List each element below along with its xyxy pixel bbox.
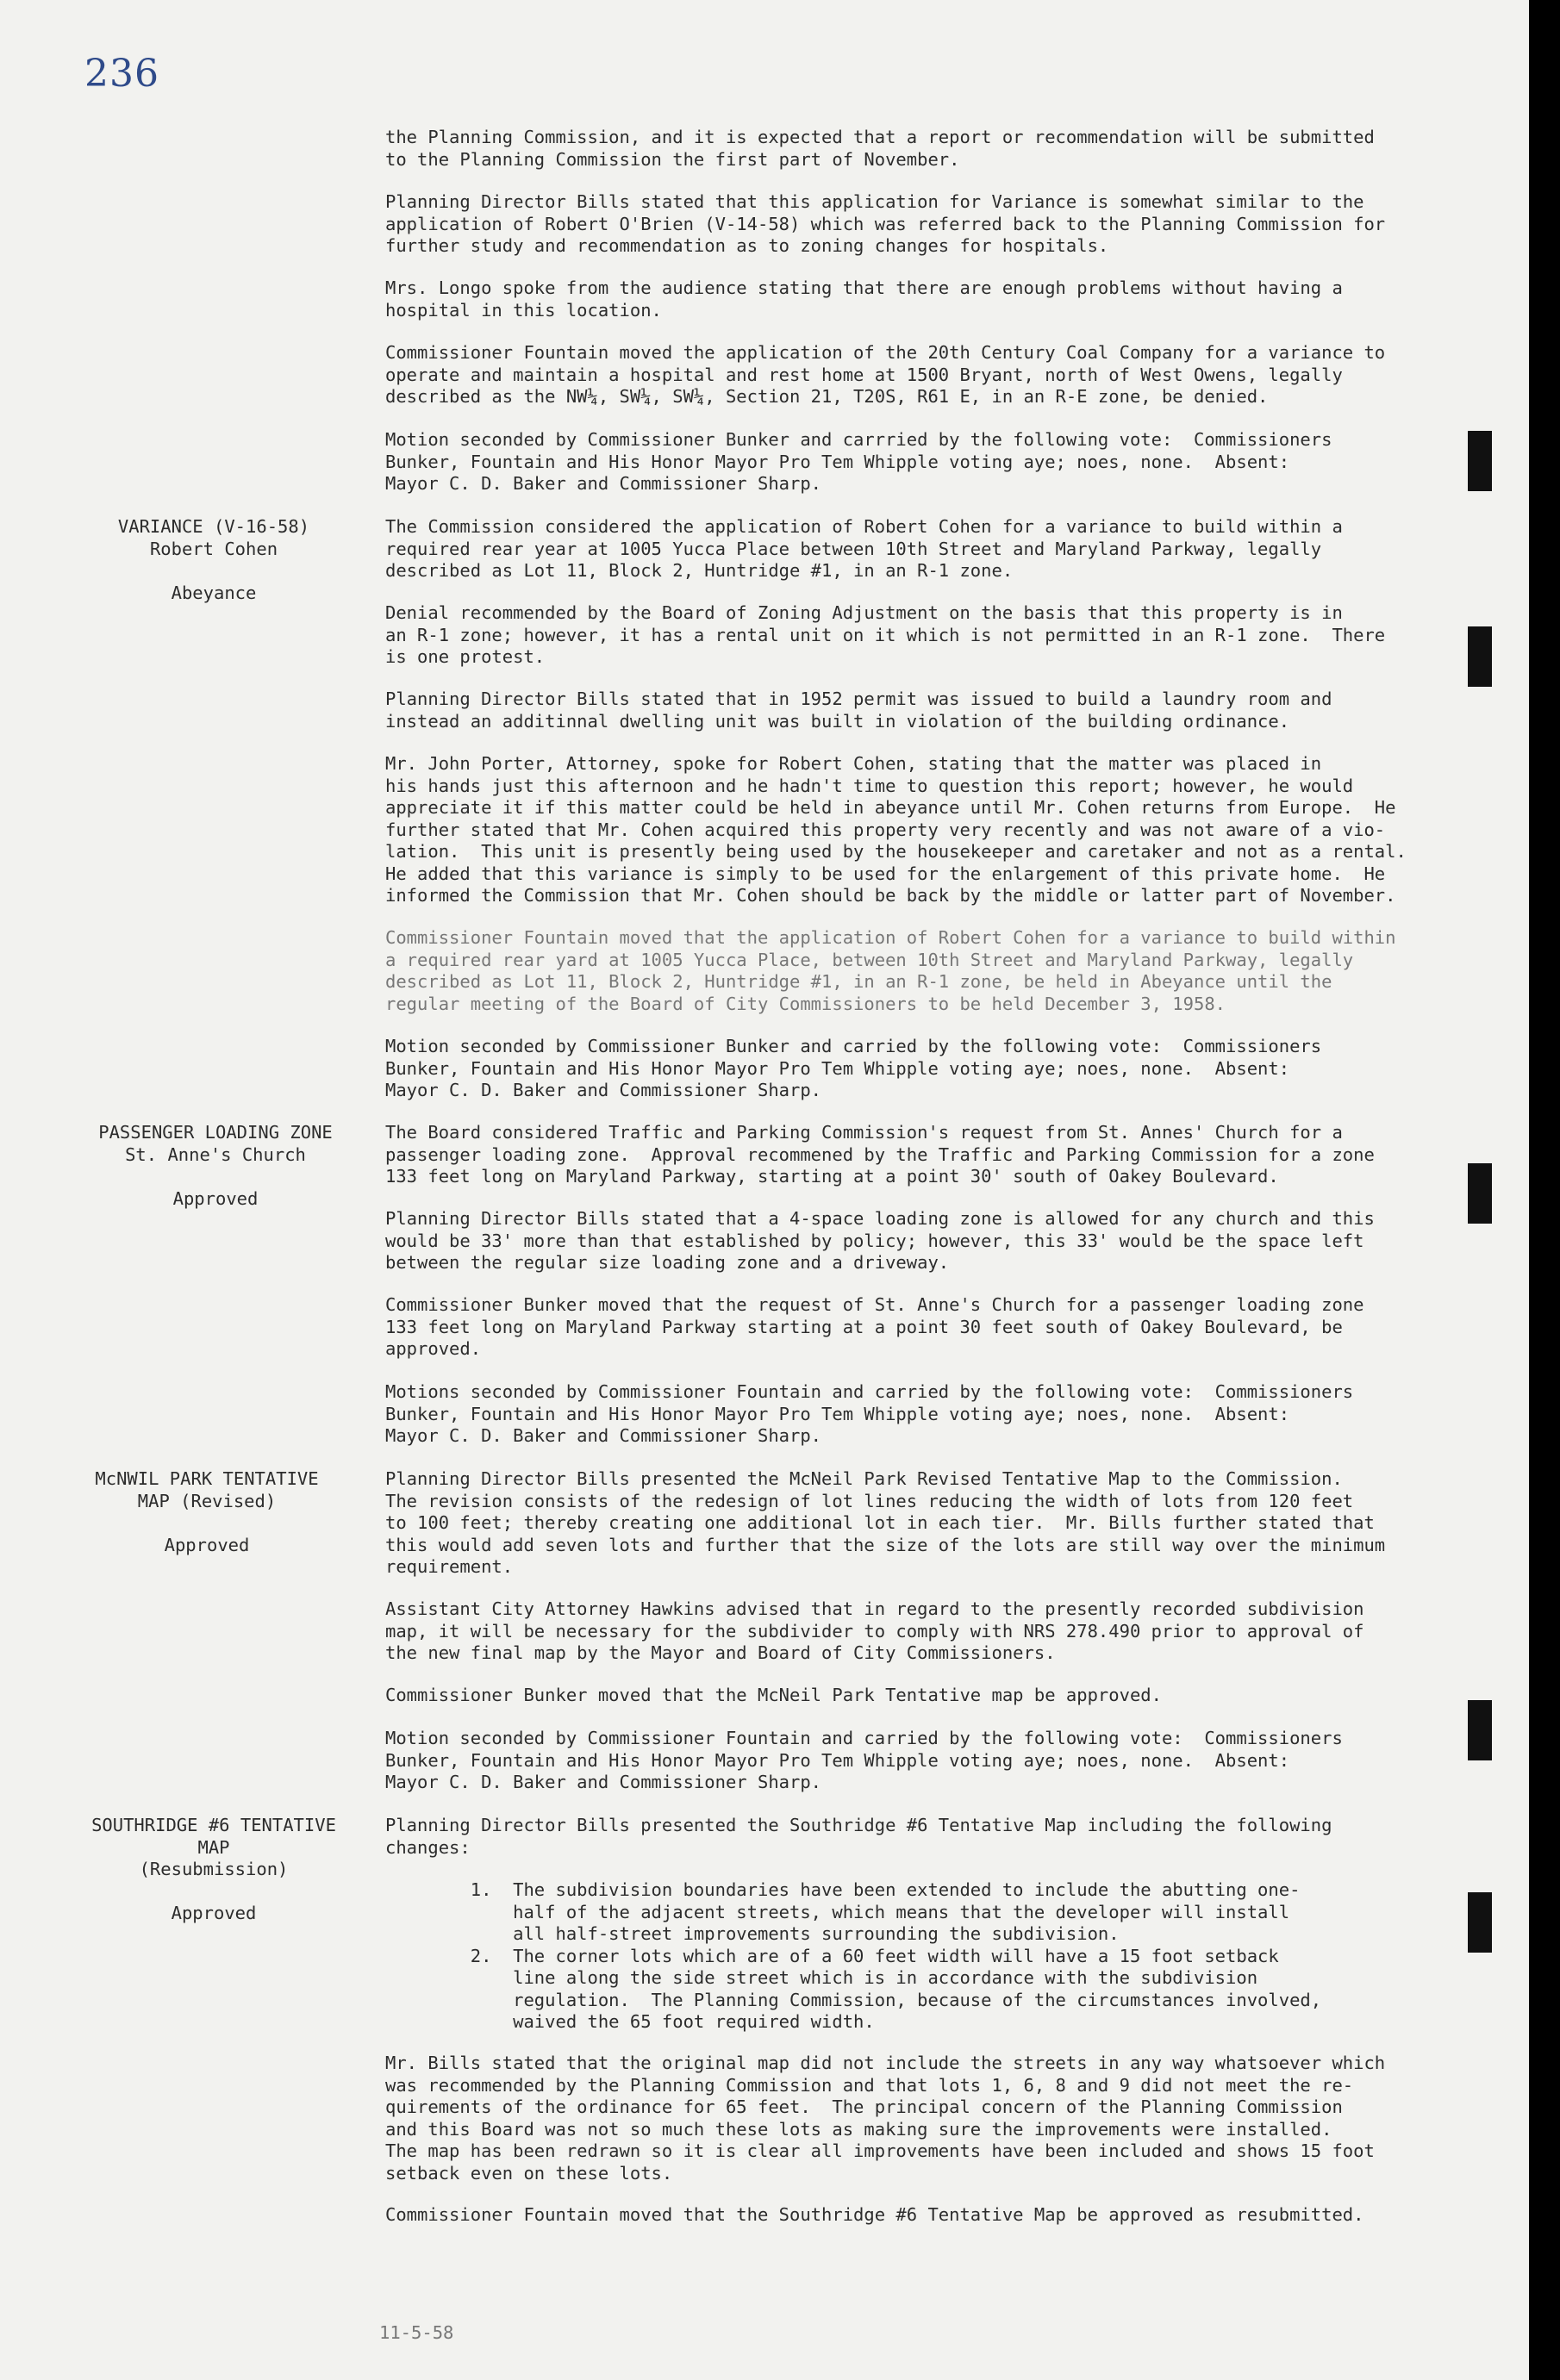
paragraph: Commissioner Fountain moved that the Southridge #6 Tentative Map be approved as resubmitted.: [385, 2204, 1364, 2225]
paragraph: the Planning Commission, and it is expected that a report or recommendation will be submitted to the Planning Commission the first part of November.: [385, 127, 1375, 170]
page-number: 236: [84, 52, 159, 96]
paragraph: Commissioner Bunker moved that the McNeil Park Tentative map be approved.: [385, 1685, 1162, 1705]
margin-note: SOUTHRIDGE #6 TENTATIVE MAP (Resubmission) Approved: [91, 1815, 336, 1923]
margin-note: VARIANCE (V-16-58) Robert Cohen Abeyance: [117, 516, 310, 603]
paragraph: Mrs. Longo spoke from the audience stating that there are enough problems without having a hospital in this location.: [385, 277, 1343, 321]
binder-tab-mark: [1468, 1163, 1492, 1224]
paragraph: Commissioner Fountain moved that the application of Robert Cohen for a variance to build within a required rear yard at 1005 Yucca Place, between 10th Street and Maryland Parkway, legally described as Lot 11, Block 2, Huntridge #1, in an R-1 zone, be held in Abeyance until the regular meeting of the Board of City Commissioners to be held December 3, 1958.: [385, 927, 1396, 1014]
paragraph: Motions seconded by Commissioner Fountain and carried by the following vote: Commissioners Bunker, Fountain and His Honor Mayor Pro Tem Whipple voting aye; noes, none. Absent: Mayor C. D. Baker and Commissioner Sharp.: [385, 1381, 1354, 1446]
margin-note: PASSENGER LOADING ZONE St. Anne's Church Approved: [98, 1122, 333, 1209]
paragraph: Planning Director Bills presented the McNeil Park Revised Tentative Map to the Commission. The revision consists of the redesign of lot lines reducing the width of lots from 120 feet to 100 feet; thereby creating one additional lot in each tier. Mr. Bills further stated that this would add seven lots and further that the size of the lots are still way over the minimum requirement.: [385, 1468, 1386, 1577]
paragraph: Motion seconded by Commissioner Fountain and carried by the following vote: Commissioners Bunker, Fountain and His Honor Mayor Pro Tem Whipple voting aye; noes, none. Absent: Mayor C. D. Baker and Commissioner Sharp.: [385, 1728, 1343, 1792]
paragraph: Commissioner Fountain moved the application of the 20th Century Coal Company for a variance to operate and maintain a hospital and rest home at 1500 Bryant, north of West Owens, legally described as the NW¼, SW¼, SW¼, Section 21, T20S, R61 E, in an R-E zone, be denied.: [385, 342, 1386, 407]
paragraph: The Board considered Traffic and Parking Commission's request from St. Annes' Church for a passenger loading zone. Approval recommened by the Traffic and Parking Commission for a zone 133 feet long on Maryland Parkway, starting at a point 30' south of Oakey Boulevard.: [385, 1122, 1375, 1187]
binder-tab-mark: [1468, 1700, 1492, 1760]
paragraph: Motion seconded by Commissioner Bunker and carried by the following vote: Commissioners Bunker, Fountain and His Honor Mayor Pro Tem Whipple voting aye; noes, none. Absent: Mayor C. D. Baker and Commissioner Sharp.: [385, 1036, 1322, 1100]
paragraph: 1. The subdivision boundaries have been extended to include the abutting one- half of the adjacent streets, which means that the developer will install all half-street improvements surrounding the subdivision. 2. The corner lots which are of a 60 feet width will have a 15 foot setback line along the side street which is in accordance with the subdivision regulation. The Planning Commission, because of the circumstances involved, waived the 65 foot required width.: [470, 1879, 1322, 2032]
binder-tab-mark: [1468, 1892, 1492, 1953]
paragraph: Commissioner Bunker moved that the request of St. Anne's Church for a passenger loading zone 133 feet long on Maryland Parkway starting at a point 30 feet south of Oakey Boulevard, be approved.: [385, 1294, 1364, 1359]
paragraph: Motion seconded by Commissioner Bunker and carrried by the following vote: Commissioners Bunker, Fountain and His Honor Mayor Pro Tem Whipple voting aye; noes, none. Absent: Mayor C. D. Baker and Commissioner Sharp.: [385, 429, 1332, 494]
paragraph: Assistant City Attorney Hawkins advised that in regard to the presently recorded subdivision map, it will be necessary for the subdivider to comply with NRS 278.490 prior to approval of the new final map by the Mayor and Board of City Commissioners.: [385, 1598, 1364, 1663]
margin-note: McNWIL PARK TENTATIVE MAP (Revised) Approved: [95, 1468, 319, 1555]
binder-tab-mark: [1468, 431, 1492, 491]
paragraph: Denial recommended by the Board of Zoning Adjustment on the basis that this property is in an R-1 zone; however, it has a rental unit on it which is not permitted in an R-1 zone. There is one protest.: [385, 602, 1386, 667]
paragraph: The Commission considered the application of Robert Cohen for a variance to build within a required rear year at 1005 Yucca Place between 10th Street and Maryland Parkway, legally described as Lot 11, Block 2, Huntridge #1, in an R-1 zone.: [385, 516, 1343, 581]
paragraph: Mr. Bills stated that the original map did not include the streets in any way whatsoever which was recommended by the Planning Commission and that lots 1, 6, 8 and 9 did not meet the re- quirements of the ordinance for 65 feet. The principal concern of the Planning Commission and this Board was not so much these lots as making sure the improvements were installed. The map has been redrawn so it is clear all improvements have been included and shows 15 foot setback even on these lots.: [385, 2053, 1386, 2184]
binder-tab-mark: [1468, 626, 1492, 687]
paragraph: Planning Director Bills stated that this application for Variance is somewhat similar to the application of Robert O'Brien (V-14-58) which was referred back to the Planning Commission for further study and recommendation as to zoning changes for hospitals.: [385, 191, 1386, 256]
paragraph: Planning Director Bills stated that in 1952 permit was issued to build a laundry room and instead an additinnal dwelling unit was built in violation of the building ordinance.: [385, 688, 1332, 732]
paragraph: Mr. John Porter, Attorney, spoke for Robert Cohen, stating that the matter was placed in his hands just this afternoon and he hadn't time to question this report; however, he would appreciate it if this matter could be held in abeyance until Mr. Cohen returns from Europe. He further stated that Mr. Cohen acquired this property very recently and was not aware of a vio- lation. This unit is presently being used by the housekeeper and caretaker and not as a rental. He added that this variance is simply to be used for the enlargement of this private home. He informed the Commission that Mr. Cohen should be back by the middle or latter part of November.: [385, 753, 1407, 906]
paragraph: Planning Director Bills presented the Southridge #6 Tentative Map including the following changes:: [385, 1815, 1332, 1858]
paragraph: Planning Director Bills stated that a 4-space loading zone is allowed for any church and this would be 33' more than that established by policy; however, this 33' would be the space left between the regular size loading zone and a driveway.: [385, 1208, 1375, 1273]
footer-date: 11-5-58: [379, 2322, 454, 2343]
